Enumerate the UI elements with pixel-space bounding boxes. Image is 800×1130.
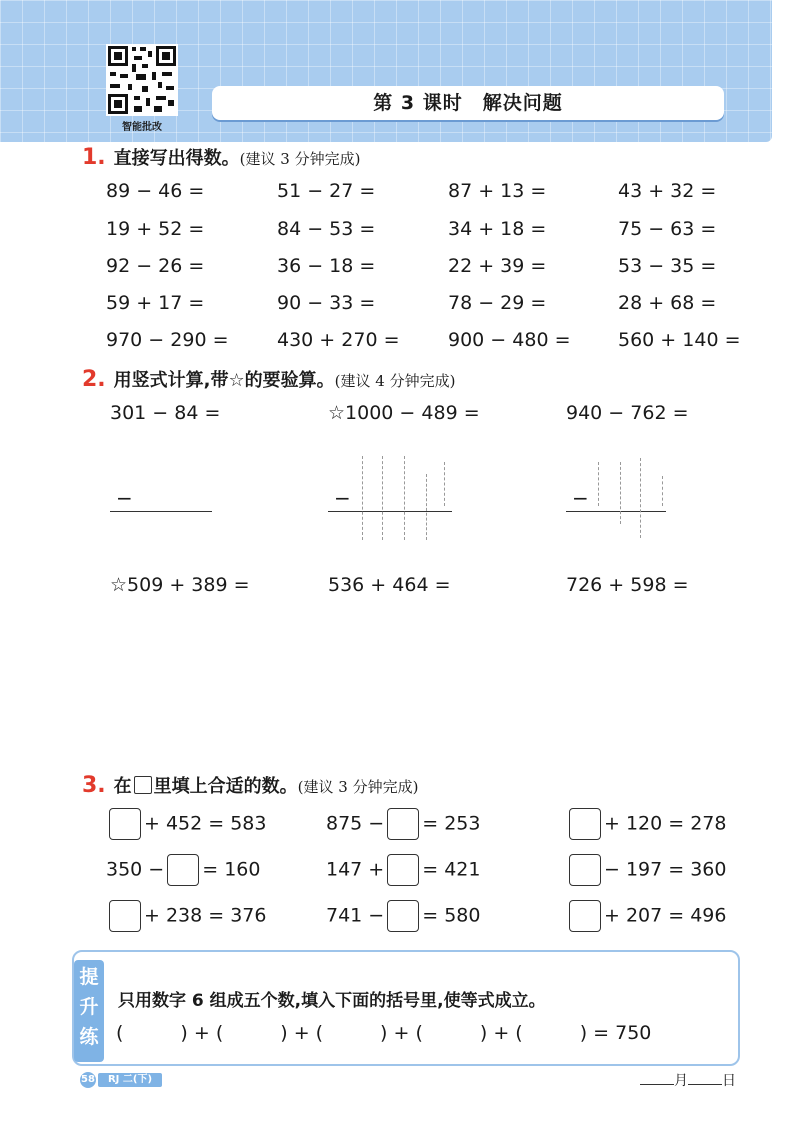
section2-title-a: 用竖式计算,带 <box>113 370 229 391</box>
section1-title: 直接写出得数。 <box>113 148 240 169</box>
mental-problem: 90 − 33 = <box>277 292 376 314</box>
mental-problem: 87 + 13 = <box>448 180 547 202</box>
star-icon: ☆ <box>228 370 245 391</box>
guide-line <box>598 462 599 506</box>
mental-problem: 970 − 290 = <box>106 329 229 351</box>
mental-problem: 78 − 29 = <box>448 292 547 314</box>
section2-title-b: 的要验算。 <box>244 370 335 391</box>
mental-problem: 28 + 68 = <box>618 292 717 314</box>
section1-heading <box>82 144 360 170</box>
mental-problem: 22 + 39 = <box>448 255 547 277</box>
fill-box-problem <box>326 854 480 886</box>
section2-number: 2. <box>82 367 106 392</box>
mental-problem: 560 + 140 = <box>618 329 741 351</box>
improve-tag <box>74 960 104 1062</box>
guide-line <box>444 462 445 506</box>
vertical-problem-6: 726 + 598 = <box>566 574 689 596</box>
page-number: 58 <box>80 1072 96 1088</box>
guide-line <box>426 474 427 540</box>
qr-label: 智能批改 <box>122 122 162 133</box>
problem-prefix: 147 + <box>326 858 385 881</box>
answer-box[interactable] <box>167 854 199 886</box>
fill-box-problem <box>566 808 727 840</box>
grade-label: RJ 二(下) <box>98 1073 162 1087</box>
mental-problem: 43 + 32 = <box>618 180 717 202</box>
fill-box-problem <box>566 900 727 932</box>
page-title: 第 3 课时 解决问题 <box>212 86 724 120</box>
section3-title-a: 在 <box>113 776 132 797</box>
problem-suffix: = 253 <box>422 812 481 835</box>
vertical-line-2 <box>328 511 452 512</box>
problem-prefix: 741 − <box>326 904 385 927</box>
vertical-problem-2: ☆1000 − 489 = <box>328 402 480 424</box>
problem-suffix: + 207 = 496 <box>604 904 727 927</box>
guide-line <box>620 462 621 524</box>
tag-char: 升 <box>79 996 99 1018</box>
section3-heading <box>82 772 418 798</box>
answer-box[interactable] <box>109 808 141 840</box>
vertical-line-3 <box>566 511 666 512</box>
mental-problem: 53 − 35 = <box>618 255 717 277</box>
mental-problem: 92 − 26 = <box>106 255 205 277</box>
vertical-line-1 <box>110 511 212 512</box>
section1-number: 1. <box>82 145 106 170</box>
section2-heading <box>82 366 455 392</box>
problem-suffix: + 452 = 583 <box>144 812 267 835</box>
answer-box[interactable] <box>569 808 601 840</box>
day-label: 日 <box>722 1073 736 1089</box>
improve-text: 只用数字 6 组成五个数,填入下面的括号里,使等式成立。 <box>118 991 546 1011</box>
mental-problem: 430 + 270 = <box>277 329 400 351</box>
vertical-minus-3: − <box>572 486 589 510</box>
problem-suffix: − 197 = 360 <box>604 858 727 881</box>
fill-box-problem <box>326 808 480 840</box>
problem-prefix: 350 − <box>106 858 165 881</box>
section1-hint: (建议 3 分钟完成) <box>239 150 361 168</box>
mental-problem: 84 − 53 = <box>277 218 376 240</box>
answer-box[interactable] <box>387 808 419 840</box>
mental-problem: 900 − 480 = <box>448 329 571 351</box>
problem-suffix: + 120 = 278 <box>604 812 727 835</box>
vertical-problem-4: ☆509 + 389 = <box>110 574 250 596</box>
problem-suffix: = 580 <box>422 904 481 927</box>
vertical-minus-2: − <box>334 486 351 510</box>
mental-problem: 51 − 27 = <box>277 180 376 202</box>
vertical-minus-1: − <box>116 486 133 510</box>
vertical-problem-1: 301 − 84 = <box>110 402 221 424</box>
box-icon <box>134 776 152 794</box>
guide-line <box>362 456 363 540</box>
problem-suffix: = 421 <box>422 858 481 881</box>
fill-box-problem <box>326 900 480 932</box>
tag-char: 练 <box>79 1026 99 1048</box>
answer-box[interactable] <box>569 854 601 886</box>
section3-number: 3. <box>82 773 106 798</box>
month-label: 月 <box>674 1073 688 1089</box>
mental-problem: 34 + 18 = <box>448 218 547 240</box>
mental-problem: 89 − 46 = <box>106 180 205 202</box>
mental-problem: 59 + 17 = <box>106 292 205 314</box>
month-blank[interactable] <box>640 1084 674 1085</box>
fill-box-problem <box>106 900 267 932</box>
date-field <box>640 1070 736 1090</box>
vertical-problem-5: 536 + 464 = <box>328 574 451 596</box>
qr-code[interactable] <box>106 44 178 116</box>
problem-suffix: = 160 <box>202 858 261 881</box>
guide-line <box>382 456 383 540</box>
section2-hint: (建议 4 分钟完成) <box>334 372 456 390</box>
answer-box[interactable] <box>569 900 601 932</box>
section3-title-b: 里填上合适的数。 <box>153 776 298 797</box>
answer-box[interactable] <box>387 900 419 932</box>
guide-line <box>640 458 641 538</box>
answer-box[interactable] <box>387 854 419 886</box>
problem-suffix: + 238 = 376 <box>144 904 267 927</box>
guide-line <box>404 456 405 540</box>
day-blank[interactable] <box>688 1084 722 1085</box>
guide-line <box>662 476 663 506</box>
vertical-problem-3: 940 − 762 = <box>566 402 689 424</box>
fill-box-problem <box>106 854 260 886</box>
section3-hint: (建议 3 分钟完成) <box>297 778 419 796</box>
mental-problem: 36 − 18 = <box>277 255 376 277</box>
mental-problem: 19 + 52 = <box>106 218 205 240</box>
problem-prefix: 875 − <box>326 812 385 835</box>
answer-box[interactable] <box>109 900 141 932</box>
improve-equation[interactable]: ( ) + ( ) + ( ) + ( ) + ( ) = 750 <box>116 1022 652 1044</box>
fill-box-problem <box>566 854 727 886</box>
tag-char: 提 <box>79 966 99 988</box>
fill-box-problem <box>106 808 267 840</box>
mental-problem: 75 − 63 = <box>618 218 717 240</box>
